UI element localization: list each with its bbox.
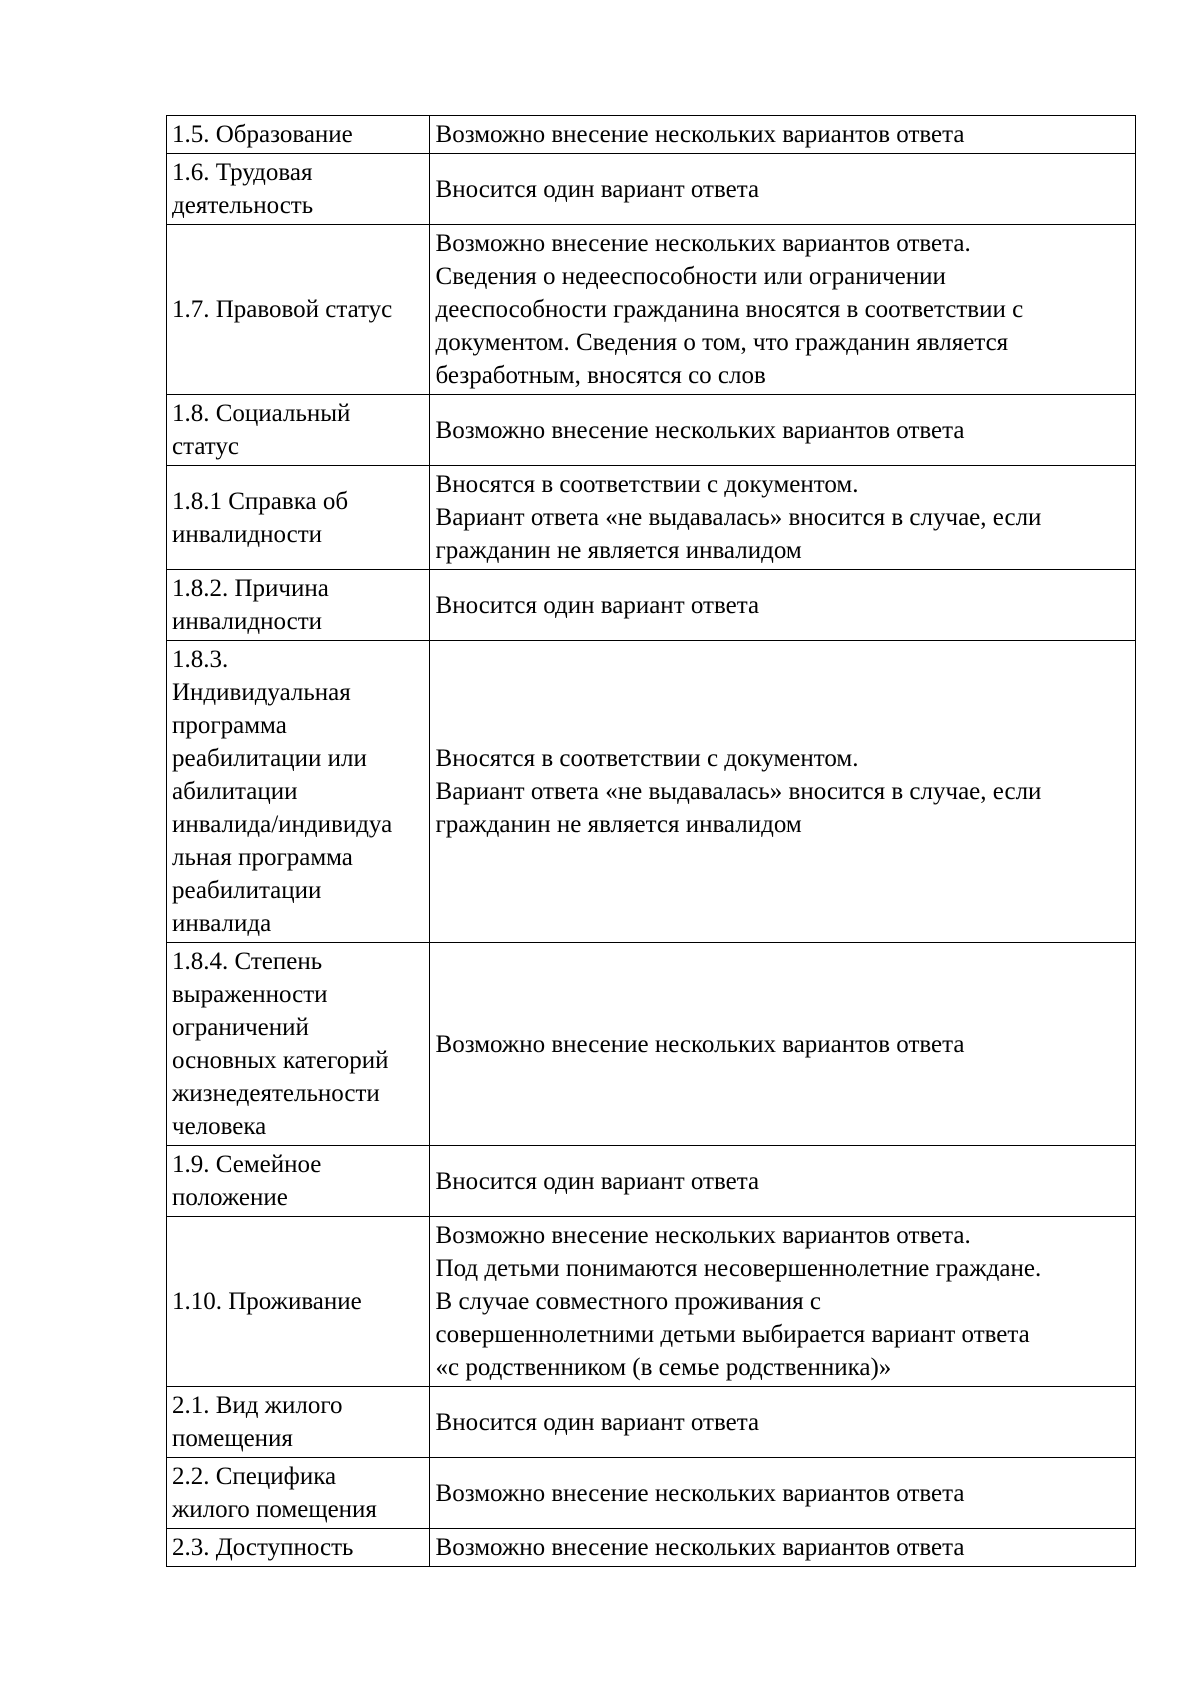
row-description-line: Вносится один вариант ответа [435, 1167, 760, 1195]
row-description-line: В случае совместного проживания с [435, 1288, 821, 1315]
row-description-cell [429, 1387, 1135, 1458]
row-label-line: 1.8. Социальный [172, 400, 351, 427]
row-description-cell [429, 1458, 1135, 1529]
table-row [167, 570, 1136, 641]
row-label-line: 2.2. Специфика [172, 1463, 337, 1490]
row-description-line: дееспособности гражданина вносятся в соответствии с [435, 296, 1024, 323]
table-row [167, 1529, 1136, 1567]
row-label-line: реабилитации [172, 877, 322, 904]
row-label-line: жилого помещения [172, 1496, 377, 1523]
row-label-line: 1.8.4. Степень [172, 948, 323, 975]
row-label-line: выраженности [172, 981, 328, 1008]
row-label-line: 1.10. Проживание [172, 1288, 362, 1315]
row-description-cell [429, 641, 1135, 943]
row-description-line: Возможно внесение нескольких вариантов ответа. [435, 1222, 971, 1249]
row-label-line: деятельность [172, 192, 314, 219]
row-description-line: Сведения о недееспособности или ограничении [435, 263, 946, 290]
row-label-line: 1.5. Образование [172, 121, 353, 148]
table-row [167, 641, 1136, 943]
row-description-cell [429, 1217, 1135, 1387]
row-label-line: инвалидности [172, 608, 323, 635]
row-label-line: инвалида/индивидуа [172, 811, 393, 838]
row-label-cell [167, 1217, 430, 1387]
table-row [167, 1217, 1136, 1387]
row-label-line: человека [172, 1113, 267, 1140]
row-label-line: 2.3. Доступность [172, 1534, 354, 1561]
table-body [167, 116, 1136, 1567]
row-label-line: 1.8.2. Причина [172, 575, 329, 602]
row-label-line: положение [172, 1184, 288, 1211]
row-description-line: безработным, вносятся со слов [435, 362, 766, 389]
row-description-line: Вносится один вариант ответа [435, 1408, 760, 1436]
row-label-cell [167, 466, 430, 570]
row-description-line: Возможно внесение нескольких вариантов ответа [435, 121, 965, 148]
row-label-line: 1.9. Семейное [172, 1151, 322, 1178]
row-label-line: помещения [172, 1425, 293, 1452]
row-label-cell [167, 570, 430, 641]
row-label-cell [167, 1529, 430, 1567]
row-description-line: Вариант ответа «не выдавалась» вносится в случае, если [435, 778, 1042, 805]
row-description-cell [429, 116, 1135, 154]
row-label-line: абилитации [172, 778, 298, 805]
row-label-line: инвалида [172, 910, 272, 937]
row-label-line: статус [172, 433, 239, 460]
row-description-line: Вносится один вариант ответа [435, 591, 760, 619]
row-description-cell [429, 943, 1135, 1146]
row-description-cell [429, 395, 1135, 466]
row-description-line: документом. Сведения о том, что гражданин является [435, 329, 1009, 356]
row-label-cell [167, 641, 430, 943]
row-label-cell [167, 395, 430, 466]
row-label-cell [167, 154, 430, 225]
instructions-table [166, 115, 1136, 1567]
table-row [167, 943, 1136, 1146]
row-label-cell [167, 1387, 430, 1458]
row-label-line: основных категорий [172, 1047, 389, 1074]
table-row [167, 395, 1136, 466]
row-description-cell [429, 570, 1135, 641]
row-label-line: 1.8.3. [172, 646, 229, 673]
row-label-line: программа [172, 712, 287, 739]
row-label-cell [167, 1146, 430, 1217]
table-row [167, 154, 1136, 225]
table-row [167, 116, 1136, 154]
row-description-line: Возможно внесение нескольких вариантов ответа [435, 1030, 965, 1058]
row-description-line: гражданин не является инвалидом [435, 537, 802, 564]
table-row [167, 225, 1136, 395]
row-description-cell [429, 1146, 1135, 1217]
table-row [167, 1458, 1136, 1529]
row-label-line: инвалидности [172, 520, 323, 548]
table-row [167, 1146, 1136, 1217]
row-label-cell [167, 116, 430, 154]
row-description-line: Вносятся в соответствии с документом. [435, 471, 859, 498]
row-label-line: ограничений [172, 1014, 309, 1041]
row-label-line: 1.8.1 Справка об [172, 487, 349, 515]
row-description-line: Возможно внесение нескольких вариантов ответа [435, 1479, 965, 1507]
row-description-cell [429, 154, 1135, 225]
row-description-cell [429, 1529, 1135, 1567]
row-label-line: реабилитации или [172, 745, 367, 772]
row-description-cell [429, 466, 1135, 570]
row-label-line: жизнедеятельности [172, 1080, 380, 1107]
table-row [167, 1387, 1136, 1458]
row-description-line: Возможно внесение нескольких вариантов ответа [435, 416, 965, 444]
row-description-line: «с родственником (в семье родственника)» [435, 1354, 892, 1381]
row-description-line: Возможно внесение нескольких вариантов ответа. [435, 230, 971, 257]
row-description-line: Под детьми понимаются несовершеннолетние граждане. [435, 1255, 1042, 1282]
row-label-line: 2.1. Вид жилого [172, 1392, 343, 1419]
row-label-cell [167, 943, 430, 1146]
row-description-line: Возможно внесение нескольких вариантов ответа [435, 1534, 965, 1561]
row-description-cell [429, 225, 1135, 395]
row-label-cell [167, 225, 430, 395]
row-label-line: Индивидуальная [172, 679, 351, 706]
row-label-line: льная программа [172, 844, 353, 871]
row-label-line: 1.7. Правовой статус [172, 296, 393, 323]
row-description-line: Вносятся в соответствии с документом. [435, 745, 859, 772]
table-row [167, 466, 1136, 570]
row-description-line: Вносится один вариант ответа [435, 175, 760, 203]
row-label-cell [167, 1458, 430, 1529]
row-label-line: 1.6. Трудовая [172, 159, 313, 186]
row-description-line: совершеннолетними детьми выбирается вариант ответа [435, 1321, 1030, 1348]
row-description-line: гражданин не является инвалидом [435, 811, 802, 838]
row-description-line: Вариант ответа «не выдавалась» вносится в случае, если [435, 504, 1042, 531]
